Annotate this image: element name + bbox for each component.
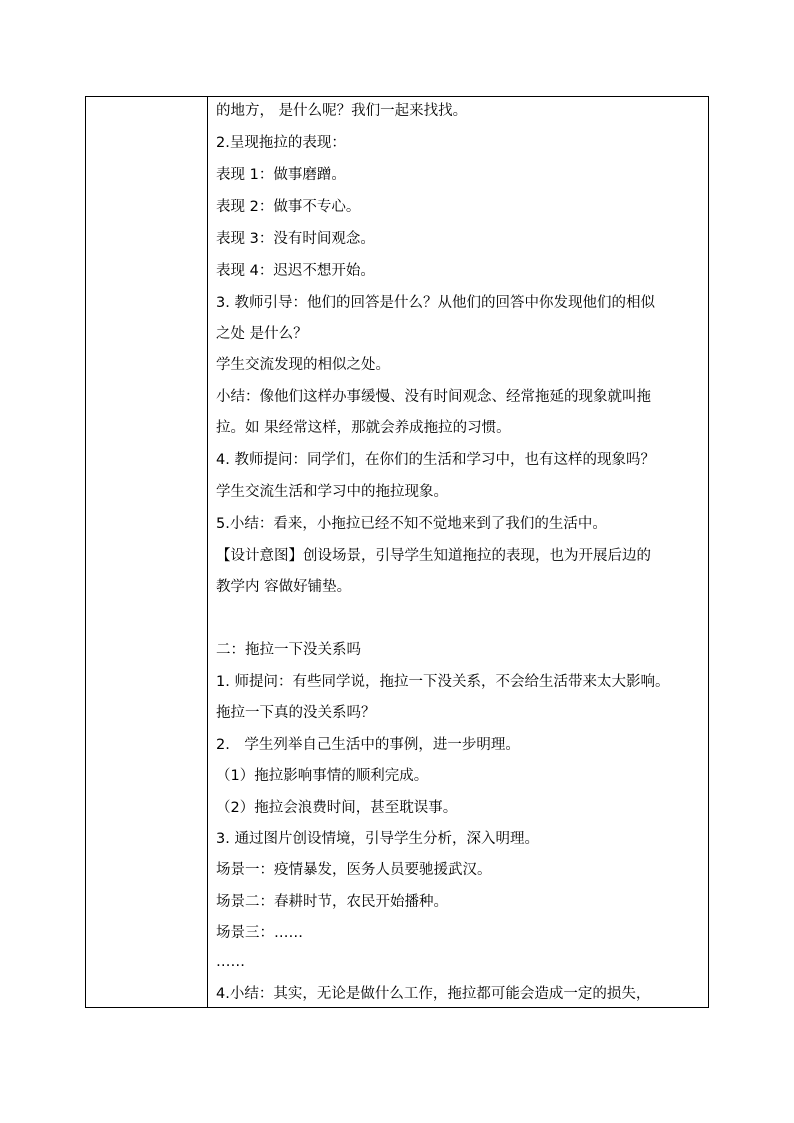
- text-line: 2. 学生列举自己生活中的事例，进一步明理。: [216, 737, 520, 753]
- text-line: 教学内 容做好铺垫。: [216, 579, 352, 595]
- text-line: 3. 教师引导：他们的回答是什么？从他们的回答中你发现他们的相似: [216, 295, 655, 311]
- text-line: 场景三：……: [216, 925, 303, 941]
- text-line: 小结：像他们这样办事缓慢、没有时间观念、经常拖延的现象就叫拖: [216, 389, 651, 405]
- text-line: 表现 3：没有时间观念。: [216, 231, 375, 247]
- text-line: 之处 是什么？: [216, 326, 308, 342]
- text-line: 拖拉一下真的没关系吗？: [216, 705, 376, 721]
- text-line: ……: [216, 954, 245, 970]
- text-line: 场景二：春耕时节，农民开始播种。: [216, 894, 448, 910]
- section-heading: 二：拖拉一下没关系吗: [216, 642, 361, 658]
- text-line: 3. 通过图片创设情境，引导学生分析，深入明理。: [216, 831, 539, 847]
- text-line: 1. 师提问：有些同学说，拖拉一下没关系，不会给生活带来太大影响。: [216, 674, 670, 690]
- text-line: 4.小结：其实，无论是做什么工作，拖拉都可能会造成一定的损失，: [216, 986, 651, 1002]
- text-line: 拉。如 果经常这样，那就会养成拖拉的习惯。: [216, 420, 511, 436]
- text-line: 场景一：疫情暴发，医务人员要驰援武汉。: [216, 862, 492, 878]
- text-line: （1）拖拉影响事情的顺利完成。: [216, 768, 429, 784]
- text-line: 5.小结：看来，小拖拉已经不知不觉地来到了我们的生活中。: [216, 516, 607, 532]
- column-divider: [207, 97, 208, 1007]
- text-line: 学生交流生活和学习中的拖拉现象。: [216, 484, 448, 500]
- text-line: 2.呈现拖拉的表现：: [216, 135, 346, 151]
- text-line: 的地方， 是什么呢？我们一起来找找。: [216, 103, 468, 119]
- text-line: 表现 2：做事不专心。: [216, 199, 361, 215]
- text-line: 表现 1：做事磨蹭。: [216, 167, 346, 183]
- lesson-table: [85, 96, 709, 1008]
- text-line: （2）拖拉会浪费时间，甚至耽误事。: [216, 800, 458, 816]
- text-line: 【设计意图】创设场景，引导学生知道拖拉的表现，也为开展后边的: [216, 548, 651, 564]
- text-line: 4. 教师提问：同学们，在你们的生活和学习中，也有这样的现象吗？: [216, 452, 655, 468]
- text-line: 表现 4：迟迟不想开始。: [216, 263, 375, 279]
- text-line: 学生交流发现的相似之处。: [216, 357, 390, 373]
